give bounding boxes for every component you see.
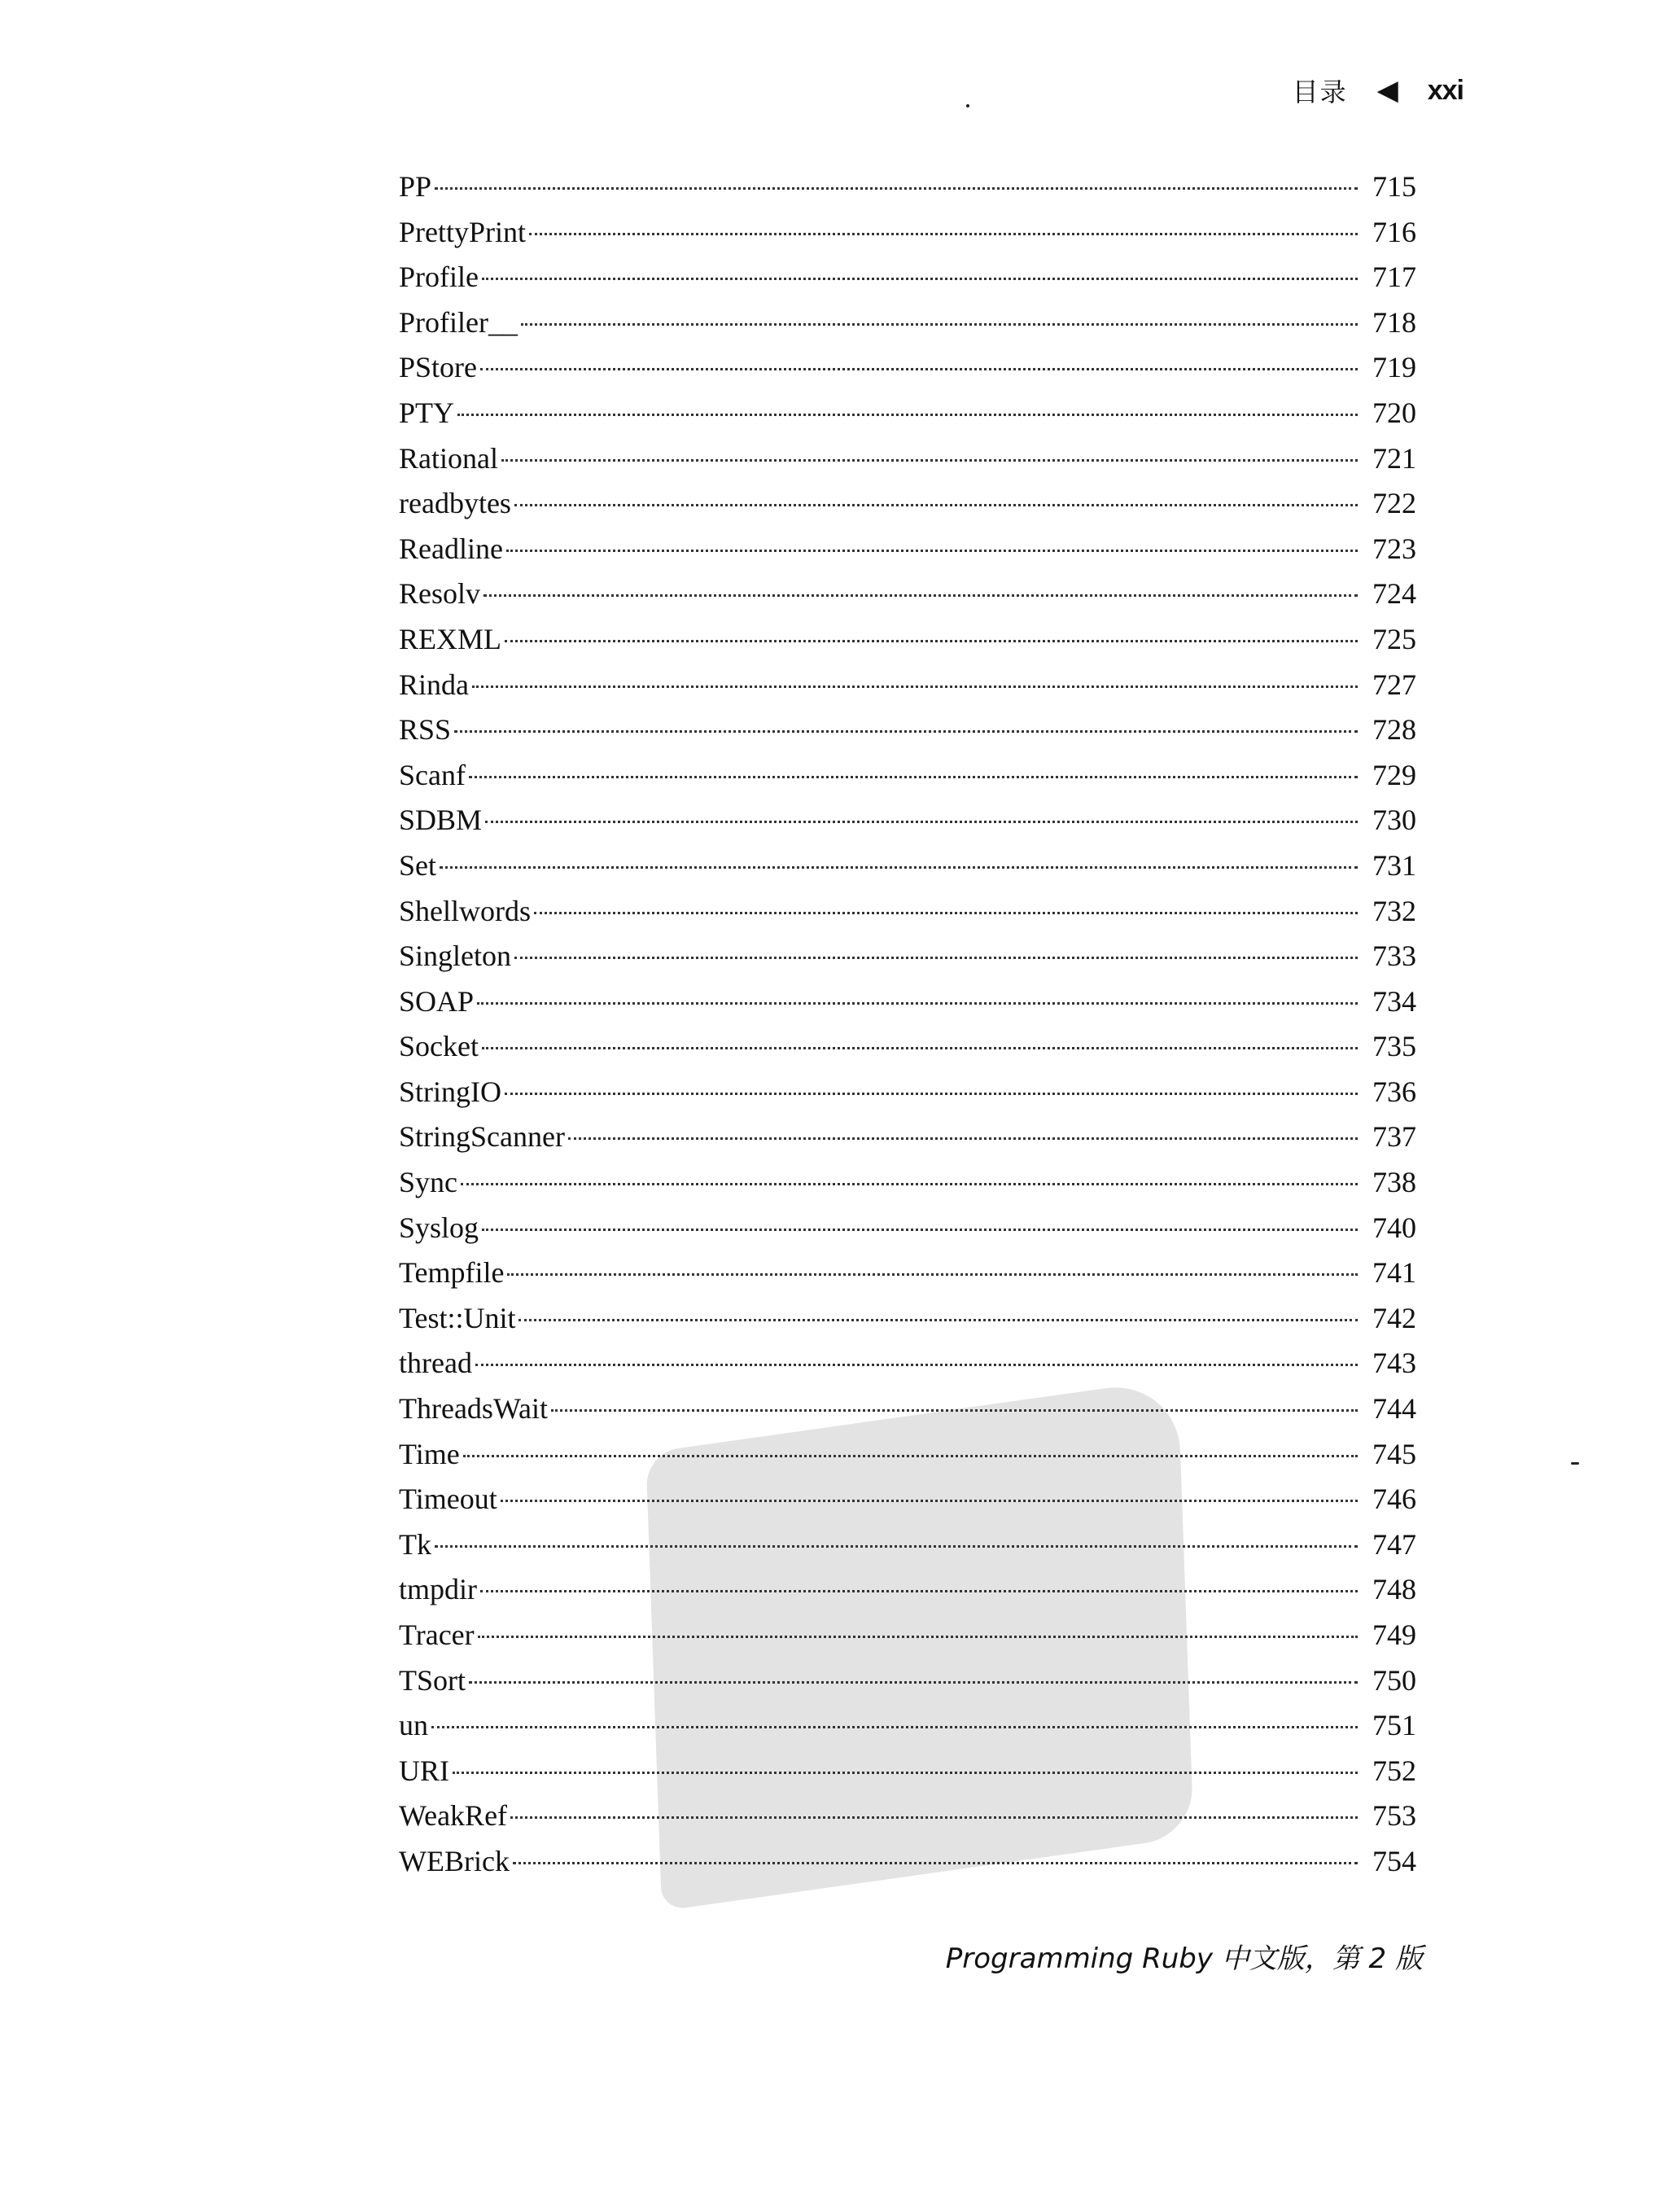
toc-entry-name: WEBrick [399, 1844, 510, 1877]
dot-leader [501, 1500, 1358, 1502]
dot-leader [435, 187, 1358, 190]
toc-entry-name: StringIO [399, 1075, 501, 1108]
toc-entry-name: URI [399, 1754, 449, 1787]
toc-entry-name: PTY [399, 396, 455, 429]
toc-entry [399, 979, 1416, 1025]
toc-entry-page: 720 [1372, 396, 1416, 429]
toc-entry-page: 746 [1372, 1483, 1416, 1516]
toc-entry-page: 731 [1372, 848, 1416, 882]
dot-leader [505, 640, 1358, 642]
toc-entry [399, 255, 1416, 300]
toc-entry-name: Timeout [399, 1483, 497, 1516]
toc-entry [399, 663, 1416, 708]
dot-leader [514, 504, 1358, 506]
dot-leader [477, 1002, 1358, 1005]
toc-entry-page: 728 [1372, 713, 1416, 747]
toc-entry [399, 1658, 1416, 1704]
toc-entry-page: 740 [1372, 1211, 1416, 1244]
toc-entry-page: 716 [1372, 215, 1416, 248]
toc-entry-page: 730 [1372, 804, 1416, 837]
toc-entry [399, 1115, 1416, 1160]
dot-leader [568, 1137, 1358, 1140]
toc-entry-page: 715 [1372, 170, 1416, 203]
dot-leader [518, 1319, 1358, 1321]
scan-speck [966, 104, 969, 107]
toc-entry [399, 1613, 1416, 1658]
dot-leader [501, 459, 1358, 462]
toc-entry-page: 752 [1372, 1754, 1416, 1787]
toc-entry-name: Scanf [399, 758, 466, 791]
toc-entry-page: 736 [1372, 1075, 1416, 1108]
toc-entry-name: Profile [399, 261, 479, 294]
toc-entry-page: 751 [1372, 1709, 1416, 1742]
toc-entry-name: Tk [399, 1527, 431, 1561]
toc-entry-page: 749 [1372, 1618, 1416, 1651]
toc-entry-name: readbytes [399, 487, 511, 520]
dot-leader [482, 1229, 1358, 1231]
dot-leader [469, 776, 1358, 778]
toc-entry [399, 1024, 1416, 1070]
toc-entry-page: 750 [1372, 1663, 1416, 1697]
dot-leader [480, 1590, 1358, 1592]
toc-entry-page: 747 [1372, 1527, 1416, 1561]
toc-entry-name: WeakRef [399, 1799, 508, 1833]
toc-entry [399, 1477, 1416, 1522]
toc-entry-name: un [399, 1709, 428, 1742]
dot-leader [529, 233, 1358, 235]
dot-leader [485, 821, 1358, 823]
toc-entry [399, 345, 1416, 391]
toc-entry-page: 725 [1372, 622, 1416, 655]
toc-entry [399, 1386, 1416, 1432]
dot-leader [551, 1409, 1358, 1412]
toc-entry-name: Resolv [399, 577, 481, 611]
toc-entry-name: StringScanner [399, 1120, 565, 1154]
toc-entry-name: PStore [399, 351, 478, 384]
dot-leader [454, 730, 1358, 733]
dot-leader [480, 368, 1358, 370]
dot-leader [514, 957, 1358, 959]
toc-entry [399, 1341, 1416, 1386]
toc-entry [399, 436, 1416, 482]
toc-entry-name: PP [399, 170, 432, 203]
toc-entry-page: 748 [1372, 1573, 1416, 1606]
toc-entry [399, 1794, 1416, 1839]
scan-speck [1571, 1462, 1579, 1465]
toc-entry-page: 754 [1372, 1844, 1416, 1877]
dot-leader [482, 278, 1358, 280]
toc-entry-page: 743 [1372, 1347, 1416, 1380]
toc-entry-name: ThreadsWait [399, 1392, 549, 1426]
toc-entry-name: PrettyPrint [399, 215, 527, 248]
dot-leader [472, 686, 1358, 688]
header-page-number: xxi [1427, 74, 1464, 106]
toc-entry [399, 843, 1416, 889]
dot-leader [435, 1545, 1358, 1548]
toc-entry-page: 718 [1372, 305, 1416, 339]
toc-entry-name: Profiler__ [399, 305, 518, 339]
running-header [1293, 72, 1464, 109]
dot-leader [506, 550, 1358, 552]
toc-entry [399, 1251, 1416, 1296]
dot-leader [505, 1093, 1358, 1095]
toc-entry-name: RSS [399, 713, 452, 747]
toc-entry-name: REXML [399, 622, 501, 655]
toc-entry [399, 1206, 1416, 1251]
toc-entry [399, 300, 1416, 346]
dot-leader [463, 1455, 1358, 1457]
dot-leader [483, 594, 1358, 597]
toc-entry [399, 1839, 1416, 1885]
toc-entry-name: Rational [399, 441, 498, 475]
toc-entry-name: Set [399, 848, 437, 882]
dot-leader [469, 1681, 1358, 1684]
dot-leader [482, 1047, 1358, 1049]
toc-entry-page: 721 [1372, 441, 1416, 475]
toc-entry [399, 481, 1416, 527]
toc-entry [399, 1703, 1416, 1749]
toc-entry-name: Rinda [399, 668, 469, 701]
toc-entry-page: 719 [1372, 351, 1416, 384]
toc-entry [399, 572, 1416, 617]
toc-entry-page: 735 [1372, 1030, 1416, 1063]
toc-entry-name: tmpdir [399, 1573, 477, 1606]
toc-entry-page: 733 [1372, 940, 1416, 973]
toc-entry-name: Tracer [399, 1618, 475, 1651]
toc-entry-name: SOAP [399, 984, 475, 1018]
dot-leader [510, 1816, 1358, 1819]
toc-entry-name: Tempfile [399, 1256, 505, 1290]
toc-entry-name: SDBM [399, 804, 483, 837]
toc-entry-page: 717 [1372, 261, 1416, 294]
toc-entry [399, 1070, 1416, 1115]
toc-entry-page: 722 [1372, 487, 1416, 520]
toc-entry [399, 889, 1416, 935]
toc-entry-page: 738 [1372, 1166, 1416, 1199]
toc-entry [399, 617, 1416, 663]
toc-entry-name: Socket [399, 1030, 479, 1063]
toc-entry-page: 724 [1372, 577, 1416, 611]
toc-entry-page: 745 [1372, 1437, 1416, 1470]
toc-entry [399, 1296, 1416, 1342]
toc-entry-page: 723 [1372, 532, 1416, 565]
toc-entry [399, 1160, 1416, 1206]
header-section-title: 目录 [1292, 77, 1348, 107]
dot-leader [440, 866, 1358, 869]
toc-entry-page: 744 [1372, 1392, 1416, 1426]
toc-entry-name: TSort [399, 1663, 466, 1697]
toc-entry-page: 727 [1372, 668, 1416, 701]
toc-entry [399, 753, 1416, 799]
dot-leader [461, 1183, 1358, 1185]
toc-entry-name: Readline [399, 532, 503, 565]
toc-entry-name: thread [399, 1347, 472, 1380]
toc-entry-page: 729 [1372, 758, 1416, 791]
toc-entry [399, 527, 1416, 572]
dot-leader [431, 1726, 1358, 1728]
toc-entry-name: Time [399, 1437, 460, 1470]
toc-entry [399, 210, 1416, 256]
toc-entry-name: Sync [399, 1166, 457, 1199]
toc-entry-page: 734 [1372, 984, 1416, 1018]
toc-entry [399, 934, 1416, 979]
toc-entry-page: 732 [1372, 894, 1416, 927]
toc-entry [399, 707, 1416, 753]
toc-entry-page: 741 [1372, 1256, 1416, 1290]
toc-entry [399, 798, 1416, 843]
dot-leader [507, 1273, 1358, 1276]
dot-leader [457, 414, 1358, 416]
dot-leader [513, 1862, 1358, 1864]
toc-entry-name: Singleton [399, 940, 512, 973]
table-of-contents [399, 164, 1416, 1885]
toc-entry-page: 737 [1372, 1120, 1416, 1154]
toc-entry-page: 742 [1372, 1301, 1416, 1334]
toc-entry-name: Syslog [399, 1211, 479, 1244]
left-arrow-icon: ◀ [1376, 74, 1398, 107]
dot-leader [534, 912, 1358, 914]
dot-leader [453, 1772, 1358, 1774]
toc-entry [399, 1522, 1416, 1568]
toc-entry [399, 164, 1416, 210]
toc-entry-page: 753 [1372, 1799, 1416, 1833]
toc-entry-name: Shellwords [399, 894, 531, 927]
dot-leader [475, 1364, 1358, 1366]
toc-entry-name: Test::Unit [399, 1301, 516, 1334]
toc-entry [399, 1432, 1416, 1478]
toc-entry [399, 391, 1416, 436]
toc-entry [399, 1567, 1416, 1613]
dot-leader [478, 1636, 1358, 1638]
toc-entry [399, 1749, 1416, 1794]
dot-leader [521, 323, 1358, 326]
running-footer: Programming Ruby 中文版，第 2 版 [945, 1943, 1423, 1975]
